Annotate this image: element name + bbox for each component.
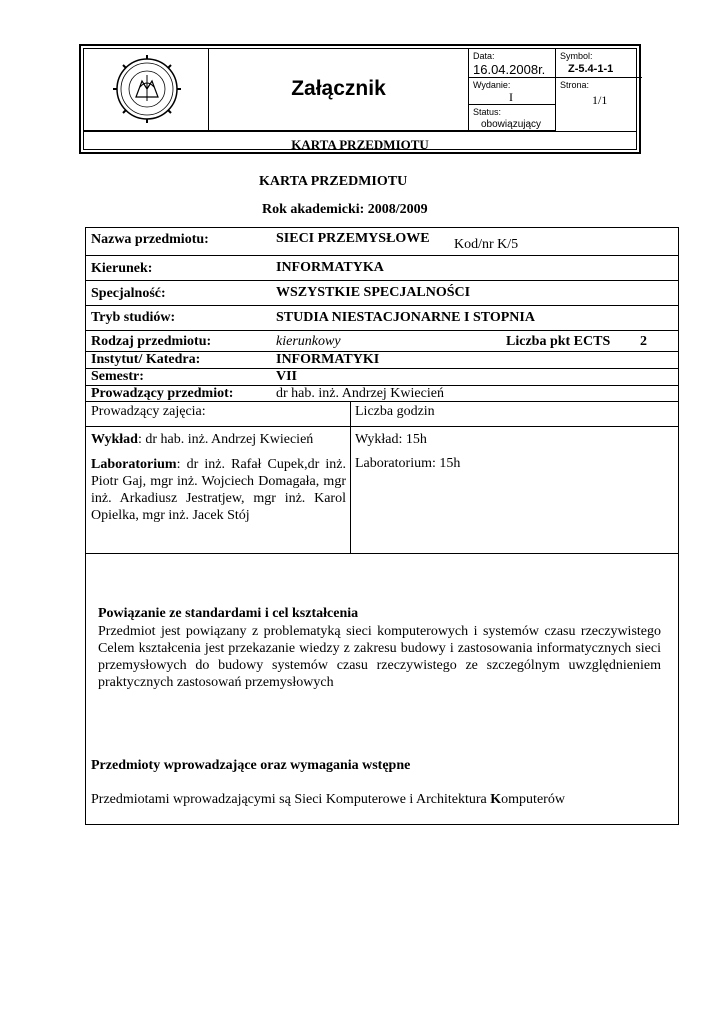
ects-label: Liczba pkt ECTS	[506, 334, 611, 349]
hours-label: Liczba godzin	[355, 404, 435, 419]
edition-cell	[469, 78, 556, 105]
lecture-label: Wykład	[91, 432, 138, 447]
prerequisites-heading: Przedmioty wprowadzające oraz wymagania wstępne	[91, 758, 411, 773]
subject-value: SIECI PRZEMYSŁOWE	[276, 231, 430, 246]
date-value: 16.04.2008r.	[473, 62, 546, 77]
header-card-title: KARTA PRZEDMIOTU	[291, 137, 429, 152]
edition-label: Wydanie:	[473, 80, 511, 90]
goals-heading: Powiązanie ze standardami i cel kształcenia	[98, 606, 359, 621]
document-title: KARTA PRZEDMIOTU	[259, 174, 408, 189]
course-type-value: kierunkowy	[276, 334, 341, 349]
institute-value: INFORMATYKI	[276, 352, 380, 367]
row-divider	[86, 280, 678, 281]
row-divider	[86, 255, 678, 256]
semester-value: VII	[276, 369, 298, 384]
lead-lecturer-label: Prowadzący przedmiot:	[91, 386, 234, 401]
goals-text: Przedmiot jest powiązany z problematyką sieci komputerowych i systemów czasu rzeczywistego Celem kształcenia jest przekazanie wiedzy z zakresu budowy i zastosowania informatycznych sieci przemysłowych do budowy systemów czasu rzeczywistego ze szczególnym uwzględnieniem praktycznych zastosowań przemysłowych	[98, 624, 661, 690]
row-divider	[86, 426, 678, 427]
row-divider	[86, 368, 678, 369]
lecture-line	[91, 432, 313, 448]
document-header	[79, 44, 641, 154]
lecture-value: : dr hab. inż. Andrzej Kwiecień	[137, 432, 314, 447]
academic-year: Rok akademicki: 2008/2009	[262, 202, 428, 217]
study-mode-label: Tryb studiów:	[91, 310, 176, 325]
symbol-value: Z-5.4-1-1	[568, 63, 614, 75]
prerequisites-text	[91, 792, 565, 808]
subject-label: Nazwa przedmiotu:	[91, 232, 209, 247]
specialization-label: Specjalność:	[91, 286, 166, 301]
row-divider	[86, 553, 678, 554]
symbol-label: Symbol:	[560, 51, 593, 61]
lab-label: Laboratorium	[91, 457, 177, 472]
course-type-label: Rodzaj przedmiotu:	[91, 334, 212, 349]
prereq-text-c: omputerów	[501, 792, 565, 807]
page-label: Strona:	[560, 80, 590, 90]
institute-label: Instytut/ Katedra:	[91, 352, 201, 367]
specialization-value: WSZYSTKIE SPECJALNOŚCI	[276, 285, 471, 300]
lead-lecturer-value: dr hab. inż. Andrzej Kwiecień	[276, 386, 444, 401]
university-seal-logo	[84, 49, 209, 131]
column-divider	[350, 401, 351, 553]
subject-code: Kod/nr K/5	[454, 237, 519, 252]
field-label: Kierunek:	[91, 261, 153, 276]
row-divider	[86, 330, 678, 331]
logo-cell	[84, 49, 209, 131]
status-label: Status:	[473, 107, 502, 117]
lab-value: : dr inż. Rafał Cupek,dr inż. Piotr Gaj, mgr inż. Wojciech Domagała, mgr inż. Arkadiusz Jestratjew, mgr inż. Karol Opielka, mgr inż. Jacek Stój	[91, 457, 346, 523]
lecture-hours: Wykład: 15h	[355, 432, 427, 447]
page-value: 1/1	[592, 93, 608, 107]
teachers-label: Prowadzący zajęcia:	[91, 404, 206, 419]
lab-paragraph	[91, 456, 346, 524]
prereq-text-a: Przedmiotami wprowadzającymi są Sieci Komputerowe i Architektura	[91, 792, 491, 807]
prereq-text-b: K	[490, 792, 502, 807]
card-title-band	[84, 131, 636, 152]
lab-hours: Laboratorium: 15h	[355, 456, 461, 471]
date-label: Data:	[473, 51, 495, 61]
status-cell	[469, 105, 556, 131]
ects-value: 2	[640, 334, 647, 349]
semester-label: Semestr:	[91, 369, 144, 384]
date-cell	[469, 49, 556, 78]
field-value: INFORMATYKA	[276, 260, 384, 275]
row-divider	[86, 305, 678, 306]
course-card-table	[85, 227, 679, 825]
study-mode-value: STUDIA NIESTACJONARNE I STOPNIA	[276, 310, 535, 325]
edition-value: I	[509, 90, 513, 104]
title-cell	[209, 49, 469, 131]
status-value: obowiązujący	[481, 119, 542, 130]
header-frame	[83, 48, 637, 150]
header-title: Załącznik	[291, 77, 386, 100]
symbol-cell	[556, 49, 642, 78]
page-cell	[556, 78, 642, 105]
